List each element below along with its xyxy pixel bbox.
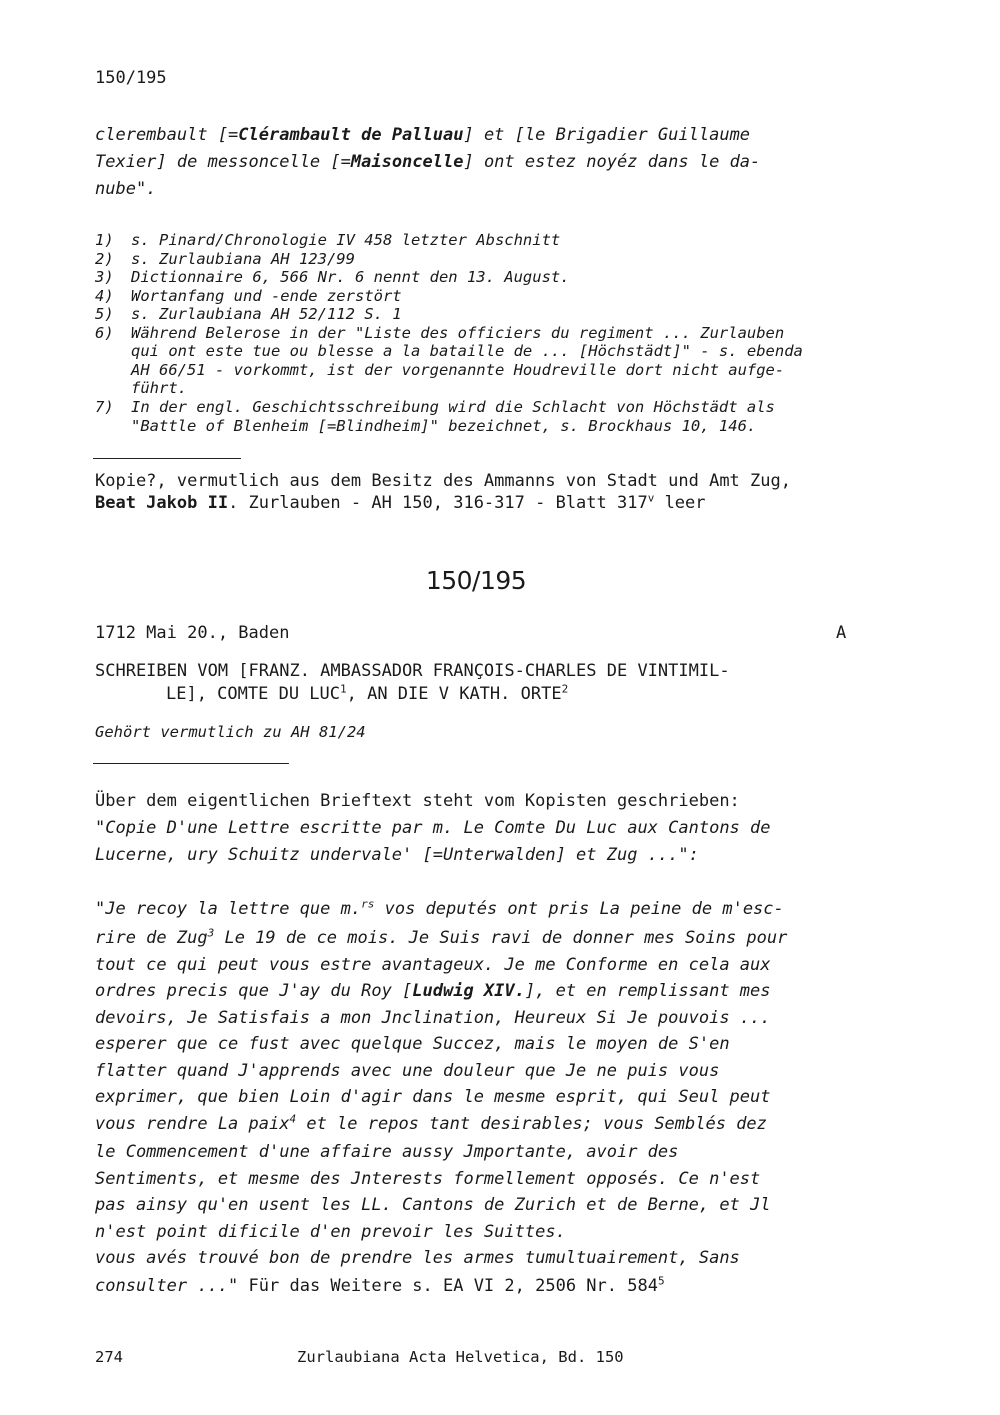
provenance-line-1: Kopie?, vermutlich aus dem Besitz des Ammanns von Stadt und Amt Zug, [95,471,791,491]
footnote-7-cont: "Battle of Blenheim [=Blindheim]" bezeichnet, s. Brockhaus 10, 146. [131,417,757,435]
footer-series-title: Zurlaubiana Acta Helvetica, Bd. 150 [297,1348,624,1366]
footnote-6-cont: qui ont este tue ou blesse a la bataille de ... [Höchstädt]" - s. ebenda [131,342,803,360]
continuation-line-1: clerembault [=Clérambault de Palluau] et [le Brigadier Guillaume [95,125,751,145]
letter-line-8: exprimer, que bien Loin d'agir dans le mesme esprit, qui Seul peut [95,1087,771,1107]
entry-letter-marker: A [836,623,847,643]
footnote-divider [93,458,241,459]
footnote-7: 7) In der engl. Geschichtsschreibung wird die Schlacht von Höchstädt als [95,398,775,416]
letter-line-12: pas ainsy qu'en usent les LL. Cantons de Zurich et de Berne, et Jl [95,1195,771,1215]
footnote-5: 5) s. Zurlaubiana AH 52/112 S. 1 [95,305,402,323]
letter-line-7: flatter quand J'apprends avec une douleur que Je ne puis vous [95,1061,720,1081]
letter-line-15: consulter ..." Für das Weitere s. EA VI 2, 2506 Nr. $584^5$ [95,1274,665,1296]
footnote-2: 2) s. Zurlaubiana AH 123/99 [95,250,355,268]
footnote-6: 6) Während Belerose in der "Liste des officiers du regiment ... Zurlauben [95,324,785,342]
entry-note: Gehört vermutlich zu AH 81/24 [95,723,366,741]
letter-line-10: le Commencement d'une affaire aussy Jmportante, avoir des [95,1142,679,1162]
letter-line-11: Sentiments, et mesme des Jnterests formellement opposés. Ce n'est [95,1169,761,1189]
footnote-6-cont: führt. [131,379,187,397]
letter-line-6: esperer que ce fust avec quelque Succez, mais le moyen de S'en [95,1034,730,1054]
letter-line-3: tout ce qui peut vous estre avantageux. Je me Conforme en cela aux [95,955,771,975]
entry-number-title: 150/195 [425,566,527,595]
entry-heading-line-1: SCHREIBEN VOM [FRANZ. AMBASSADOR FRANÇOIS-CHARLES DE VINTIMIL- [95,661,730,681]
letter-line-2: rire de Zug$^3$ Le 19 de ce mois. Je Suis ravi de donner mes Soins pour [95,926,788,948]
footer-page-number: 274 [95,1348,123,1366]
letter-line-13: n'est point dificile d'en prevoir les Suittes. [95,1222,566,1242]
continuation-line-3: nube". [95,179,157,199]
letter-line-1: "Je recoy la lettre que m.$^{rs}$ vos deputés ont pris La peine de m'esc- [95,897,784,919]
provenance-line-2: Beat Jakob II. Zurlauben - AH 150, 316-317 - Blatt 317$^v$ leer [95,491,706,513]
footnote-6-cont: AH 66/51 - vorkommt, ist der vorgenannte Houdreville dort nicht aufge- [131,361,785,379]
footnote-3: 3) Dictionnaire 6, 566 Nr. 6 nennt den 13. August. [95,268,570,286]
footnote-4: 4) Wortanfang und -ende zerstört [95,287,402,305]
intro-line-1: Über dem eigentlichen Brieftext steht vom Kopisten geschrieben: [95,791,740,811]
intro-line-2: "Copie D'une Lettre escritte par m. Le Comte Du Luc aux Cantons de [95,818,771,838]
intro-line-3: Lucerne, ury Schuitz undervale' [=Unterwalden] et Zug ...": [95,845,699,865]
footnote-1: 1) s. Pinard/Chronologie IV 458 letzter Abschnitt [95,231,561,249]
running-header-doc-number: 150/195 [95,68,167,88]
letter-line-9: vous rendre La paix$^4$ et le repos tant desirables; vous Semblés dez [95,1112,767,1134]
letter-line-4: ordres precis que J'ay du Roy [Ludwig XIV.], et en remplissant mes [95,981,771,1001]
letter-line-5: devoirs, Je Satisfais a mon Jnclination, Heureux Si Je pouvois ... [95,1008,771,1028]
letter-line-14: vous avés trouvé bon de prendre les armes tumultuairement, Sans [95,1248,740,1268]
entry-date-place: 1712 Mai 20., Baden [95,623,290,643]
entry-heading-line-2: LE], COMTE DU LUC$^1$, AN DIE V KATH. ORTE$^2$ [166,682,569,704]
heading-divider [93,763,289,764]
continuation-line-2: Texier] de messoncelle [=Maisoncelle] ont estez noyéz dans le da- [95,152,761,172]
